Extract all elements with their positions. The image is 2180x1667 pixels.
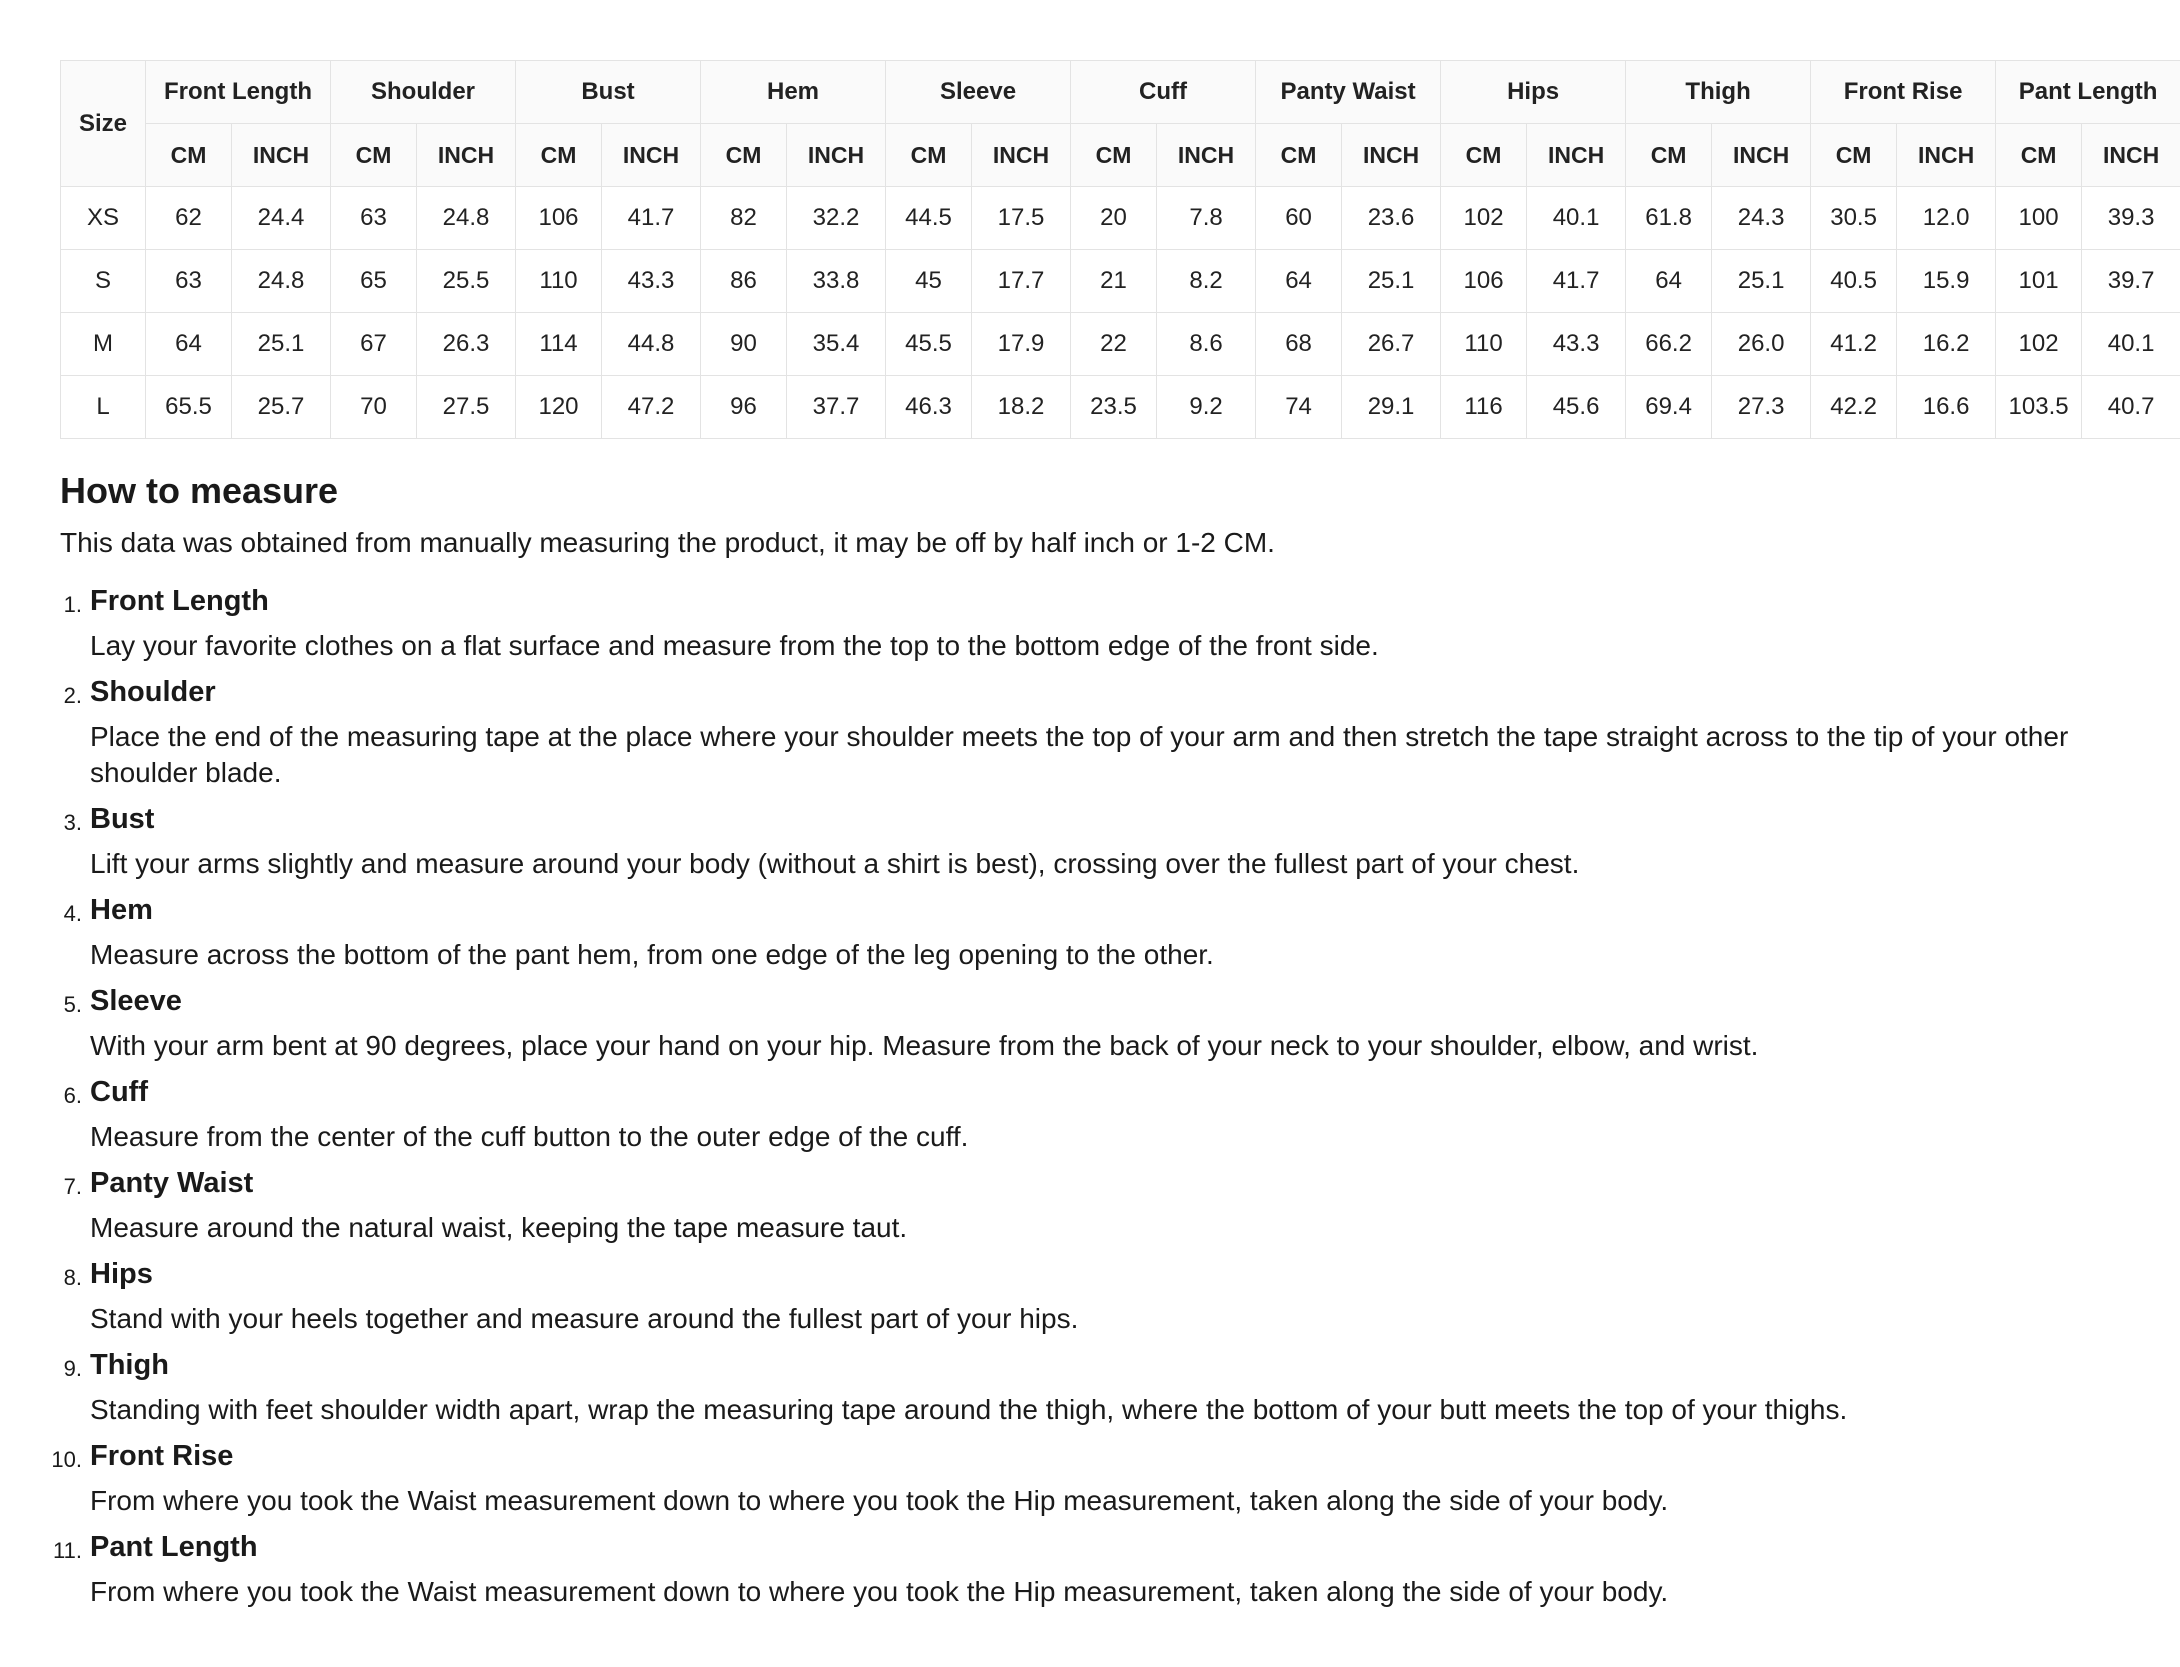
measurement-cell: 90 [701, 313, 787, 376]
measurement-cell: 65.5 [146, 376, 232, 439]
unit-header-inch: INCH [1897, 124, 1996, 187]
measurement-cell: 26.3 [417, 313, 516, 376]
step-number: 10. [51, 1447, 82, 1472]
measurement-cell: 7.8 [1157, 187, 1256, 250]
step-description: Measure around the natural waist, keeping the tape measure taut. [90, 1212, 908, 1243]
unit-header-inch: INCH [417, 124, 516, 187]
list-item [60, 1256, 2132, 1337]
measurement-cell: 29.1 [1342, 376, 1441, 439]
step-number: 11. [53, 1538, 82, 1563]
step-number: 9. [63, 1356, 82, 1381]
step-description: From where you took the Waist measurement down to where you took the Hip measurement, taken along the side of your body. [90, 1576, 1669, 1607]
measurement-cell: 62 [146, 187, 232, 250]
column-header: Panty Waist [1256, 61, 1441, 124]
step-description: Measure from the center of the cuff button to the outer edge of the cuff. [90, 1121, 969, 1152]
list-item [60, 1165, 2132, 1246]
list-item [60, 892, 2132, 973]
unit-header-inch: INCH [602, 124, 701, 187]
measurement-cell: 74 [1256, 376, 1342, 439]
measurement-cell: 63 [146, 250, 232, 313]
size-chart-table [60, 60, 2180, 439]
measurement-cell: 16.2 [1897, 313, 1996, 376]
measurement-cell: 44.5 [886, 187, 972, 250]
measurement-cell: 45 [886, 250, 972, 313]
measurement-cell: 70 [331, 376, 417, 439]
step-description: Lift your arms slightly and measure around your body (without a shirt is best), crossing over the fullest part of your chest. [90, 848, 1580, 879]
measurement-cell: 8.6 [1157, 313, 1256, 376]
measurement-cell: 102 [1441, 187, 1527, 250]
measurement-cell: 47.2 [602, 376, 701, 439]
column-header: Sleeve [886, 61, 1071, 124]
step-description: From where you took the Waist measurement down to where you took the Hip measurement, taken along the side of your body. [90, 1485, 1669, 1516]
measurement-cell: 41.7 [1527, 250, 1626, 313]
step-title: Panty Waist [90, 1167, 254, 1199]
unit-header-inch: INCH [1527, 124, 1626, 187]
size-cell: S [61, 250, 146, 313]
measurement-cell: 86 [701, 250, 787, 313]
step-title: Cuff [90, 1076, 148, 1108]
measurement-cell: 9.2 [1157, 376, 1256, 439]
step-description: Stand with your heels together and measure around the fullest part of your hips. [90, 1303, 1079, 1334]
unit-header-cm: CM [1996, 124, 2082, 187]
unit-header-inch: INCH [2082, 124, 2180, 187]
measurement-cell: 45.5 [886, 313, 972, 376]
size-cell: XS [61, 187, 146, 250]
table-body [61, 187, 2180, 439]
measurement-cell: 27.5 [417, 376, 516, 439]
step-description: Measure across the bottom of the pant hem, from one edge of the leg opening to the other. [90, 939, 1214, 970]
step-title: Hem [90, 894, 153, 926]
measurement-cell: 24.3 [1712, 187, 1811, 250]
measurement-cell: 12.0 [1897, 187, 1996, 250]
step-title: Front Rise [90, 1440, 234, 1472]
list-item [60, 801, 2132, 882]
list-item [60, 983, 2132, 1064]
measurement-cell: 65 [331, 250, 417, 313]
table-row [61, 313, 2180, 376]
measurement-cell: 106 [516, 187, 602, 250]
measurement-cell: 37.7 [787, 376, 886, 439]
measurement-cell: 44.8 [602, 313, 701, 376]
measurement-disclaimer: This data was obtained from manually measuring the product, it may be off by half inch or 1-2 CM. [60, 527, 1275, 558]
measurement-cell: 82 [701, 187, 787, 250]
measurement-cell: 110 [1441, 313, 1527, 376]
measurement-cell: 60 [1256, 187, 1342, 250]
table-row [61, 376, 2180, 439]
measurement-cell: 61.8 [1626, 187, 1712, 250]
measurement-cell: 20 [1071, 187, 1157, 250]
size-guide [51, 60, 2160, 1620]
step-number: 6. [63, 1083, 82, 1108]
list-item [60, 1347, 2132, 1428]
column-header: Pant Length [1996, 61, 2180, 124]
step-number: 7. [63, 1174, 82, 1199]
step-description: Standing with feet shoulder width apart, wrap the measuring tape around the thigh, where the bottom of your butt meets the top of your thighs. [90, 1394, 1848, 1425]
measurement-cell: 42.2 [1811, 376, 1897, 439]
measurement-cell: 39.7 [2082, 250, 2180, 313]
measurement-cell: 64 [1256, 250, 1342, 313]
measurement-cell: 40.1 [2082, 313, 2180, 376]
step-title: Front Length [90, 585, 269, 617]
unit-header-cm: CM [146, 124, 232, 187]
measurement-cell: 17.7 [972, 250, 1071, 313]
table-header-row [61, 61, 2180, 124]
measurement-cell: 100 [1996, 187, 2082, 250]
measurement-cell: 101 [1996, 250, 2082, 313]
unit-header-cm: CM [886, 124, 972, 187]
unit-header-cm: CM [1071, 124, 1157, 187]
measurement-cell: 26.7 [1342, 313, 1441, 376]
measurement-cell: 40.7 [2082, 376, 2180, 439]
step-number: 3. [63, 810, 82, 835]
measurement-cell: 40.5 [1811, 250, 1897, 313]
step-number: 2. [63, 683, 82, 708]
list-item [51, 1438, 2132, 1519]
measurement-cell: 43.3 [1527, 313, 1626, 376]
measurement-cell: 40.1 [1527, 187, 1626, 250]
measurement-cell: 41.7 [602, 187, 701, 250]
column-header: Front Rise [1811, 61, 1996, 124]
table-row [61, 187, 2180, 250]
measurement-cell: 45.6 [1527, 376, 1626, 439]
unit-header-inch: INCH [232, 124, 331, 187]
measurement-cell: 64 [1626, 250, 1712, 313]
step-title: Pant Length [90, 1531, 258, 1563]
size-cell: M [61, 313, 146, 376]
step-title: Sleeve [90, 985, 182, 1017]
column-header: Bust [516, 61, 701, 124]
how-to-measure-title: How to measure [60, 470, 339, 511]
step-title: Thigh [90, 1349, 169, 1381]
measurement-cell: 23.6 [1342, 187, 1441, 250]
measurement-cell: 17.5 [972, 187, 1071, 250]
step-description: With your arm bent at 90 degrees, place your hand on your hip. Measure from the back of your neck to your shoulder, elbow, and wrist. [90, 1030, 1759, 1061]
unit-header-cm: CM [516, 124, 602, 187]
measurement-cell: 33.8 [787, 250, 886, 313]
measurement-cell: 43.3 [602, 250, 701, 313]
step-title: Bust [90, 803, 155, 835]
measurement-cell: 24.8 [417, 187, 516, 250]
unit-header-cm: CM [701, 124, 787, 187]
unit-header-inch: INCH [787, 124, 886, 187]
unit-header-cm: CM [331, 124, 417, 187]
measurement-cell: 35.4 [787, 313, 886, 376]
unit-header-cm: CM [1256, 124, 1342, 187]
measurement-cell: 67 [331, 313, 417, 376]
step-title: Hips [90, 1258, 153, 1290]
step-description: Place the end of the measuring tape at the place where your shoulder meets the top of your arm and then stretch the tape straight across to the tip of your other shoulder blade. [90, 721, 2069, 788]
measurement-cell: 24.4 [232, 187, 331, 250]
column-header: Hem [701, 61, 886, 124]
measurement-cell: 69.4 [1626, 376, 1712, 439]
measurement-cell: 25.1 [1342, 250, 1441, 313]
unit-header-cm: CM [1441, 124, 1527, 187]
measurement-cell: 30.5 [1811, 187, 1897, 250]
unit-header-cm: CM [1626, 124, 1712, 187]
unit-header-inch: INCH [972, 124, 1071, 187]
column-header: Shoulder [331, 61, 516, 124]
measurement-cell: 96 [701, 376, 787, 439]
unit-header-inch: INCH [1157, 124, 1256, 187]
measurement-cell: 102 [1996, 313, 2082, 376]
measurement-cell: 68 [1256, 313, 1342, 376]
table-unit-row [61, 124, 2180, 187]
measurement-cell: 22 [1071, 313, 1157, 376]
measurement-cell: 27.3 [1712, 376, 1811, 439]
column-header: Thigh [1626, 61, 1811, 124]
list-item [60, 583, 2132, 664]
measurement-cell: 110 [516, 250, 602, 313]
measurement-cell: 21 [1071, 250, 1157, 313]
measurement-cell: 26.0 [1712, 313, 1811, 376]
list-item [60, 1074, 2132, 1155]
measurement-cell: 23.5 [1071, 376, 1157, 439]
measurement-cell: 64 [146, 313, 232, 376]
measurement-cell: 46.3 [886, 376, 972, 439]
measurement-cell: 24.8 [232, 250, 331, 313]
column-header: Front Length [146, 61, 331, 124]
measurement-cell: 106 [1441, 250, 1527, 313]
measurement-cell: 25.5 [417, 250, 516, 313]
measurement-cell: 32.2 [787, 187, 886, 250]
measurement-cell: 18.2 [972, 376, 1071, 439]
unit-header-cm: CM [1811, 124, 1897, 187]
column-header: Hips [1441, 61, 1626, 124]
measurement-cell: 25.1 [1712, 250, 1811, 313]
list-item [60, 674, 2132, 791]
step-number: 4. [63, 901, 82, 926]
step-description: Lay your favorite clothes on a flat surface and measure from the top to the bottom edge of the front side. [90, 630, 1379, 661]
measurement-cell: 16.6 [1897, 376, 1996, 439]
measurement-cell: 120 [516, 376, 602, 439]
measurement-cell: 25.1 [232, 313, 331, 376]
measurement-cell: 15.9 [1897, 250, 1996, 313]
measurement-cell: 25.7 [232, 376, 331, 439]
size-header: Size [61, 61, 146, 187]
column-header: Cuff [1071, 61, 1256, 124]
measurement-cell: 66.2 [1626, 313, 1712, 376]
step-number: 5. [63, 992, 82, 1017]
measurement-cell: 41.2 [1811, 313, 1897, 376]
unit-header-inch: INCH [1712, 124, 1811, 187]
measurement-cell: 103.5 [1996, 376, 2082, 439]
unit-header-inch: INCH [1342, 124, 1441, 187]
step-number: 1. [63, 592, 82, 617]
measurement-cell: 63 [331, 187, 417, 250]
measurement-cell: 116 [1441, 376, 1527, 439]
measurement-cell: 17.9 [972, 313, 1071, 376]
step-number: 8. [63, 1265, 82, 1290]
measure-steps-list [51, 583, 2132, 1610]
table-row [61, 250, 2180, 313]
measurement-cell: 114 [516, 313, 602, 376]
measurement-cell: 8.2 [1157, 250, 1256, 313]
list-item [53, 1529, 2132, 1610]
step-title: Shoulder [90, 676, 216, 708]
measurement-cell: 39.3 [2082, 187, 2180, 250]
size-cell: L [61, 376, 146, 439]
